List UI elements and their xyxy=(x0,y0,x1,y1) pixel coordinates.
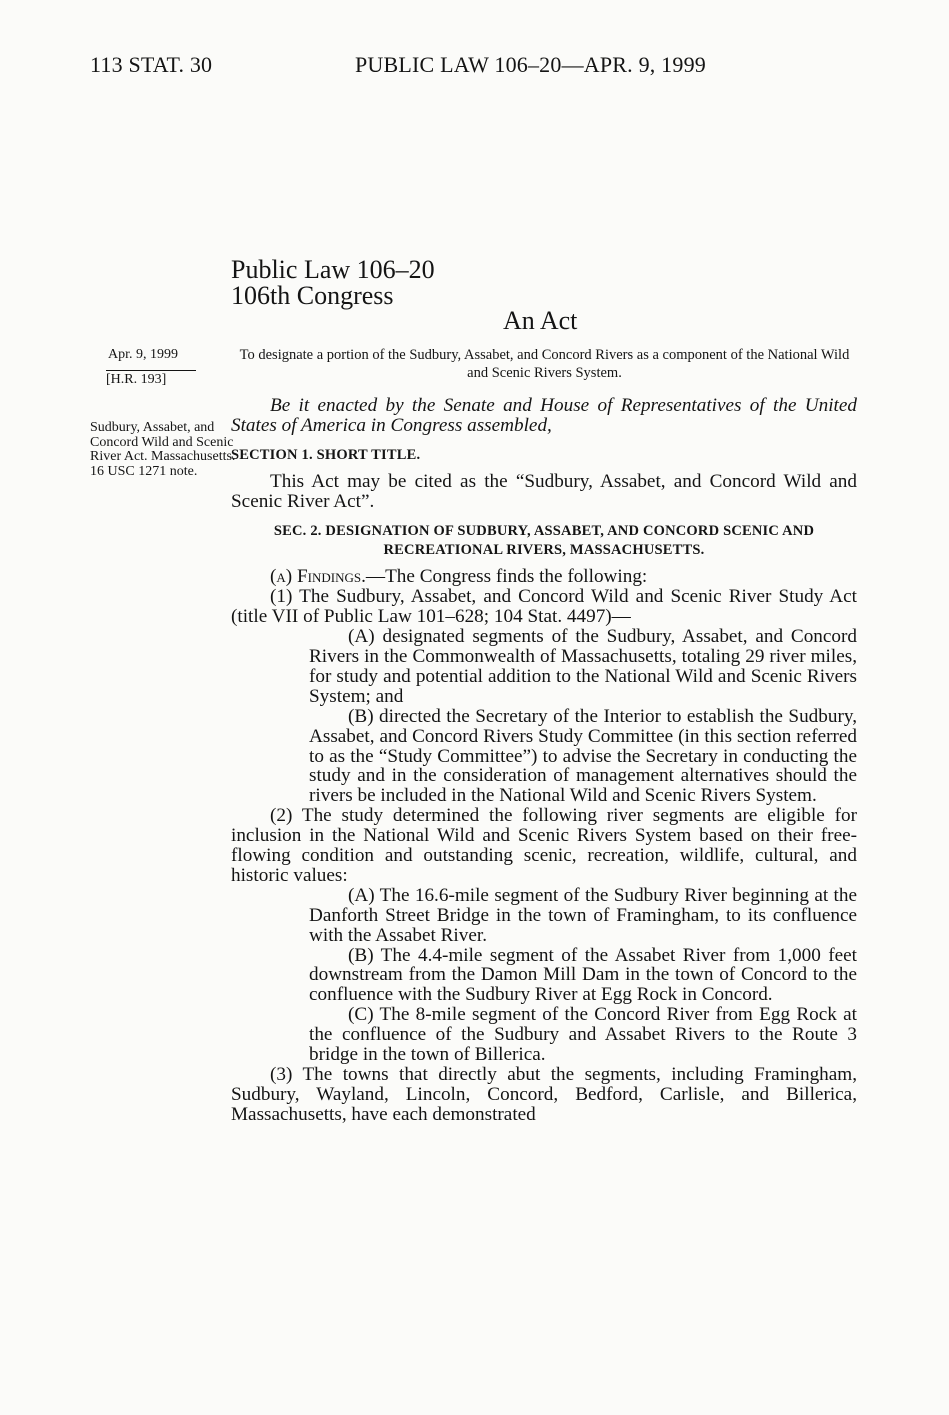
congress-number: 106th Congress xyxy=(231,281,394,310)
an-act-heading: An Act xyxy=(503,306,578,335)
finding-3: (3) The towns that directly abut the segments, including Framingham, Sudbury, Wayland, Lincoln, Concord, Bedford, Carlisle, and Billerica, Massachusetts, have each demonstrated xyxy=(231,1064,857,1125)
page-citation: 113 STAT. 30 xyxy=(90,52,213,77)
finding-2c: (C) The 8-mile segment of the Concord River from Egg Rock at the confluence of the Sudbury and Assabet Rivers to the Route 3 bridge in the town of Billerica. xyxy=(309,1004,857,1066)
finding-1b: (B) directed the Secretary of the Interior to establish the Sudbury, Assabet, and Concord Rivers Study Committee (in this section referred to as the “Study Committee”) to advise the Secretary in conducting the study and in the consideration of management alternatives should the rivers be included in the National Wild and Scenic Rivers System. xyxy=(309,705,857,807)
section-1-heading: SECTION 1. SHORT TITLE. xyxy=(231,446,421,463)
margin-note: Sudbury, Assabet, and Concord Wild and Scenic River Act. Massachusetts. 16 USC 1271 note. xyxy=(90,420,236,479)
finding-1a: (A) designated segments of the Sudbury, Assabet, and Concord Rivers in the Commonwealth of Massachusetts, totaling 29 river miles, for study and potential addition to the National Wild and Scenic Rivers System; and xyxy=(309,626,857,707)
findings-lead xyxy=(270,567,857,587)
finding-1: (1) The Sudbury, Assabet, and Concord Wild and Scenic River Study Act (title VII of Public Law 101–628; 104 Stat. 4497)— xyxy=(231,586,857,628)
finding-2b: (B) The 4.4-mile segment of the Assabet River from 1,000 feet downstream from the Damon Mill Dam in the town of Concord to the confluence with the Sudbury River at Egg Rock in Concord. xyxy=(309,944,857,1006)
findings-intro: —The Congress finds the following: xyxy=(365,566,648,588)
enacting-clause: Be it enacted by the Senate and House of Representatives of the United States of America in Congress assembled, xyxy=(231,395,857,436)
margin-date: Apr. 9, 1999 xyxy=(108,347,178,362)
section-2-heading: SEC. 2. DESIGNATION OF SUDBURY, ASSABET, AND CONCORD SCENIC AND RECREATIONAL RIVERS, MASSACHUSETTS. xyxy=(273,522,815,559)
finding-2: (2) The study determined the following river segments are eligible for inclusion in the National Wild and Scenic Rivers System based on their free-flowing condition and outstanding scenic, recreation, wildlife, cultural, and historic values: xyxy=(231,805,857,886)
act-purpose: To designate a portion of the Sudbury, Assabet, and Concord Rivers as a component of the National Wild and Scenic Rivers System. xyxy=(239,347,850,381)
margin-bill-number: [H.R. 193] xyxy=(106,370,196,388)
running-header: PUBLIC LAW 106–20—APR. 9, 1999 xyxy=(355,52,706,77)
public-law-number: Public Law 106–20 xyxy=(231,255,435,284)
finding-2a: (A) The 16.6-mile segment of the Sudbury River beginning at the Danforth Street Bridge in the town of Framingham, to its confluence with the Assabet River. xyxy=(309,884,857,946)
section-1-text: This Act may be cited as the “Sudbury, Assabet, and Concord Wild and Scenic River Act”. xyxy=(231,470,857,512)
findings-label: (a) Findings. xyxy=(270,566,366,588)
act-body xyxy=(231,395,857,1125)
